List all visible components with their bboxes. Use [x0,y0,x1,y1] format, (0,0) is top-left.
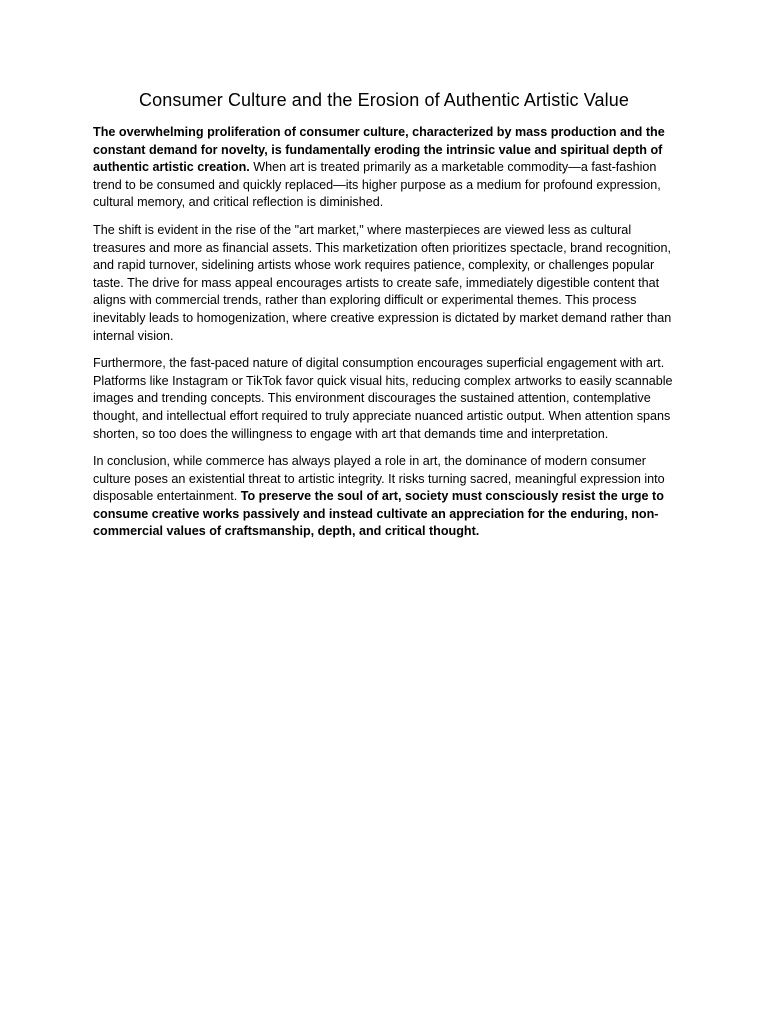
paragraph-art-market [93,222,675,345]
conclusion-body: In conclusion, while commerce has always played a role in art, the dominance of modern consumer culture poses an existential threat to artistic integrity. It risks turning sacred, meaningful expression into disposable entertainment. [93,454,665,504]
digital-consumption-body: Furthermore, the fast-paced nature of digital consumption encourages superficial engagement with art. Platforms like Instagram or TikTok favor quick visual hits, reducing complex artworks to easily scannable images and trending concepts. This environment discourages the sustained attention, contemplative thought, and intellectual effort required to truly appreciate nuanced artistic output. When attention spans shorten, so too does the willingness to engage with art that demands time and interpretation. [93,356,673,441]
paragraph-intro [93,124,675,212]
intro-thesis-bold: The overwhelming proliferation of consumer culture, characterized by mass production and the constant demand for novelty, is fundamentally eroding the intrinsic value and spiritual depth of authentic artistic creation. [93,125,665,175]
conclusion-call-to-action-bold: To preserve the soul of art, society must consciously resist the urge to consume creative works passively and instead cultivate an appreciation for the enduring, non-commercial values of craftsmanship, depth, and critical thought. [93,489,664,539]
document-title: Consumer Culture and the Erosion of Authentic Artistic Value [139,90,629,110]
paragraph-conclusion [93,453,675,541]
paragraph-digital-consumption [93,355,675,443]
art-market-body: The shift is evident in the rise of the "art market," where masterpieces are viewed less as cultural treasures and more as financial assets. This marketization often prioritizes spectacle, brand recognition, and rapid turnover, sidelining artists whose work requires patience, complexity, or challenges popular taste. The drive for mass appeal encourages artists to create safe, immediately digestible content that aligns with commercial trends, rather than exploring difficult or experimental themes. This process inevitably leads to homogenization, where creative expression is dictated by market demand rather than internal vision. [93,222,672,343]
intro-body: When art is treated primarily as a marketable commodity—a fast-fashion trend to be consumed and quickly replaced—its higher purpose as a medium for profound expression, cultural memory, and critical reflection is diminished. [93,160,661,210]
